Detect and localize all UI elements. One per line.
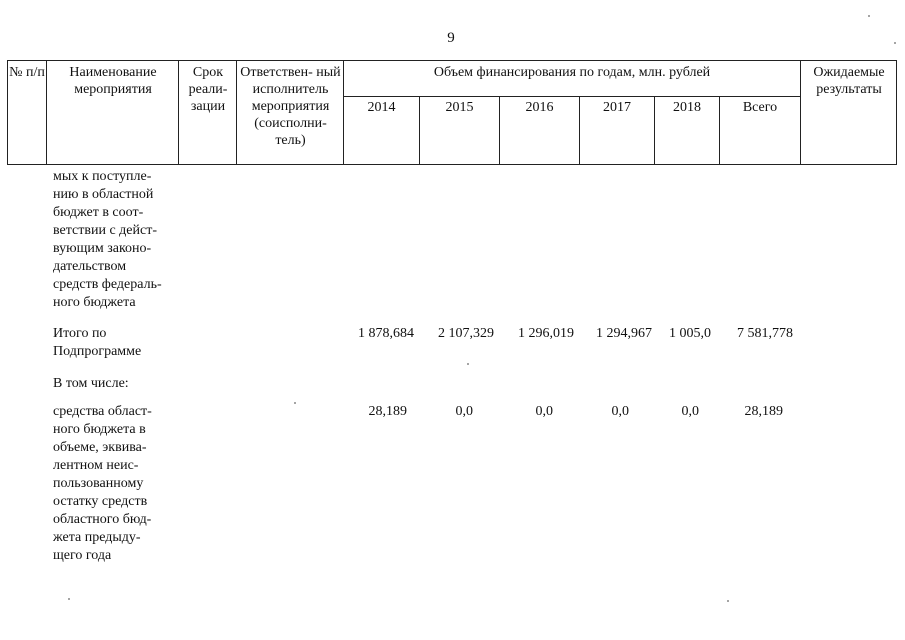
- regional-label-line: средства област-: [53, 404, 152, 419]
- regional-label-line: пользованному: [53, 476, 144, 491]
- regional-value-2016: 0,0: [535, 404, 553, 419]
- total-value-2016: 1 296,019: [518, 326, 574, 341]
- header-num: № п/п: [9, 65, 45, 80]
- scan-speck: [467, 363, 469, 365]
- scan-speck: [294, 402, 296, 404]
- header-year: 2015: [445, 100, 474, 115]
- header-term: Срок реали- зации: [188, 65, 228, 114]
- scan-speck: [727, 600, 729, 602]
- total-value-sum: 7 581,778: [737, 326, 793, 341]
- years-separator-line: [343, 96, 800, 97]
- total-value-2018: 1 005,0: [669, 326, 711, 341]
- table-header: [7, 60, 897, 164]
- regional-label-line: лентном неис-: [53, 458, 139, 473]
- header-divider: [46, 60, 47, 164]
- continuation-line: вующим законо-: [53, 241, 152, 256]
- total-label-line: Подпрограмме: [53, 344, 142, 359]
- continuation-line: средств федераль-: [53, 277, 162, 292]
- continuation-line: бюджет в соот-: [53, 205, 144, 220]
- header-divider: [178, 60, 179, 164]
- regional-value-2018: 0,0: [681, 404, 699, 419]
- total-label-line: Итого по: [53, 326, 107, 341]
- header-year: 2017: [603, 100, 631, 115]
- regional-label-line: остатку средств: [53, 494, 148, 509]
- regional-label-line: жета предыду-: [53, 530, 141, 545]
- continuation-line: нию в областной: [53, 187, 154, 202]
- continuation-line: мых к поступле-: [53, 169, 152, 184]
- continuation-line: дательством: [53, 259, 127, 274]
- header-name: Наименование мероприятия: [69, 65, 157, 97]
- header-year: 2016: [525, 100, 554, 115]
- regional-label-line: областного бюд-: [53, 512, 152, 527]
- header-divider: [236, 60, 237, 164]
- regional-value-2014: 28,189: [368, 404, 407, 419]
- regional-value-sum: 28,189: [744, 404, 783, 419]
- including-label: В том числе:: [53, 376, 129, 391]
- total-value-2015: 2 107,329: [438, 326, 494, 341]
- page-number: 9: [447, 30, 455, 46]
- header-divider: [800, 60, 801, 164]
- scan-speck: [868, 15, 870, 17]
- regional-label-line: щего года: [53, 548, 112, 563]
- regional-value-2017: 0,0: [611, 404, 629, 419]
- header-total: Всего: [742, 100, 778, 115]
- total-value-2017: 1 294,967: [596, 326, 652, 341]
- header-year: 2018: [673, 100, 701, 115]
- header-divider: [896, 60, 897, 164]
- regional-value-2015: 0,0: [455, 404, 473, 419]
- header-year: 2014: [367, 100, 396, 115]
- scan-speck: [894, 42, 896, 44]
- header-divider: [7, 60, 8, 164]
- regional-label-line: ного бюджета в: [53, 422, 146, 437]
- continuation-line: ного бюджета: [53, 295, 136, 310]
- total-value-2014: 1 878,684: [358, 326, 414, 341]
- scan-speck: [68, 598, 70, 600]
- continuation-line: ветствии с дейст-: [53, 223, 157, 238]
- header-results: Ожидаемые результаты: [813, 65, 885, 97]
- regional-label-line: объеме, эквива-: [53, 440, 147, 455]
- header-responsible: Ответствен- ный исполнитель мероприятия (соисполни- тель): [240, 65, 341, 148]
- header-bottom-border: [7, 164, 897, 165]
- header-funding: Объем финансирования по годам, млн. рублей: [433, 65, 711, 80]
- header-top-border: [7, 60, 897, 61]
